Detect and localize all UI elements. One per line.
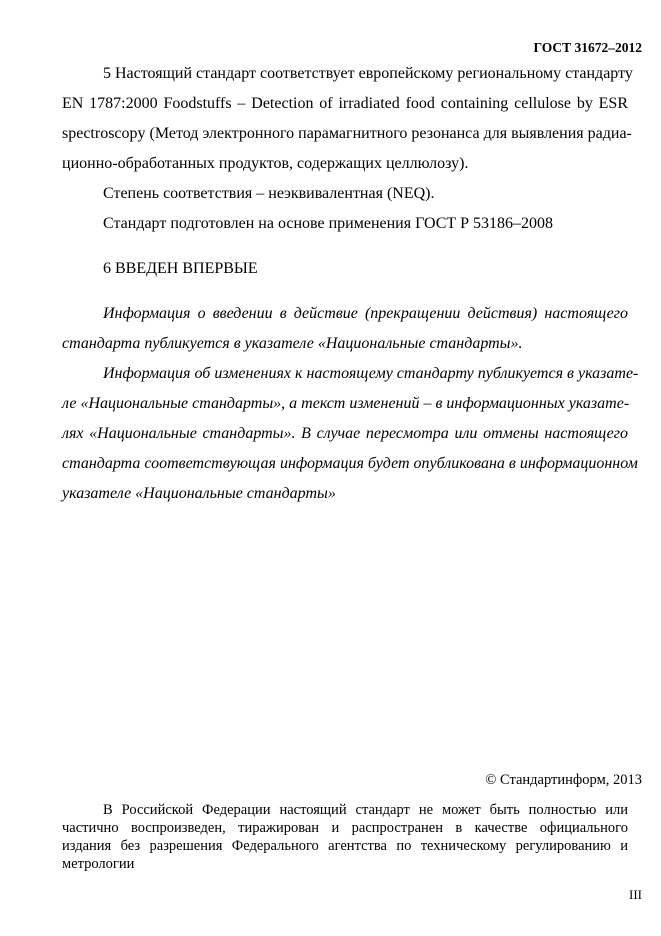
info-para2-line-4: стандарта соответствующая информация будет опубликована в информационном bbox=[62, 455, 638, 472]
basis-statement: Стандарт подготовлен на основе применения ГОСТ Р 53186–2008 bbox=[103, 215, 554, 232]
page-number: III bbox=[629, 887, 642, 902]
legal-notice-line-1: В Российской Федерации настоящий стандарт не может быть полностью или bbox=[103, 802, 628, 818]
info-para2-line-1: Информация об изменениях к настоящему стандарту публикуется в указате- bbox=[103, 365, 639, 382]
document-code-header: ГОСТ 31672–2012 bbox=[533, 40, 642, 55]
info-para1-line-2: стандарта публикуется в указателе «Национальные стандарты». bbox=[62, 335, 523, 352]
info-para1-line-1: Информация о введении в действие (прекращении действия) настоящего bbox=[103, 305, 628, 322]
section5-line-1: 5 Настоящий стандарт соответствует европейскому региональному стандарту bbox=[103, 65, 633, 82]
info-para2-line-5: указателе «Национальные стандарты» bbox=[62, 485, 336, 502]
legal-notice-line-3: издания без разрешения Федерального агентства по техническому регулированию и bbox=[62, 838, 628, 854]
info-para2-line-3: лях «Национальные стандарты». В случае пересмотра или отмены настоящего bbox=[62, 425, 628, 442]
legal-notice-line-4: метрологии bbox=[62, 856, 135, 872]
info-para2-line-2: ле «Национальные стандарты», а текст изменений – в информационных указате- bbox=[62, 395, 630, 412]
section5-line-2: EN 1787:2000 Foodstuffs – Detection of irradiated food containing cellulose by ESR bbox=[62, 95, 628, 112]
copyright-notice: © Стандартинформ, 2013 bbox=[485, 772, 642, 788]
legal-notice-line-2: частично воспроизведен, тиражирован и распространен в качестве официального bbox=[62, 820, 628, 836]
section6-title: 6 ВВЕДЕН ВПЕРВЫЕ bbox=[103, 260, 258, 277]
section5-line-4: ционно-обработанных продуктов, содержащих целлюлозу). bbox=[62, 155, 469, 172]
conformity-degree: Степень соответствия – неэквивалентная (NEQ). bbox=[103, 185, 435, 202]
section5-line-3: spectroscopy (Метод электронного парамагнитного резонанса для выявления радиа- bbox=[62, 125, 632, 142]
